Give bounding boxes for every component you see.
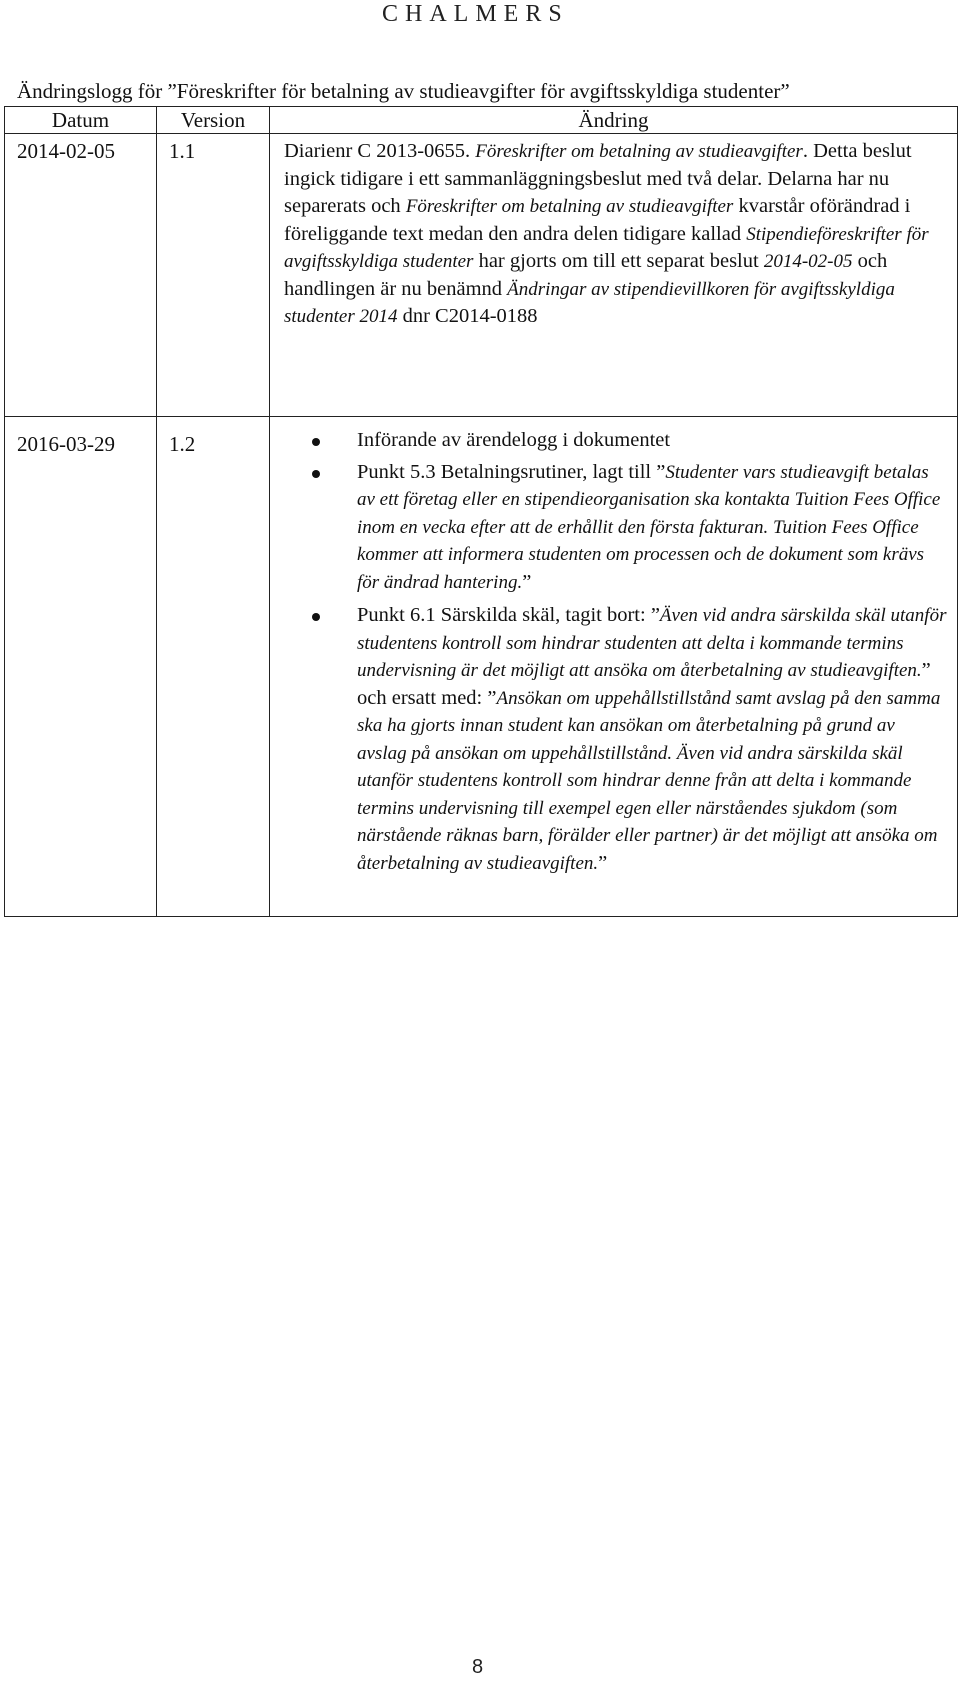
bullet-text: Punkt 6.1 Särskilda skäl, tagit bort: ” <box>357 604 660 626</box>
row-date: 2014-02-05 <box>5 134 157 417</box>
change-text-part: . Detta beslut ingick tidigare i ett sammanläggningsbeslut med två delar. Delarna har nu separerats och <box>284 140 912 217</box>
bullet-italic-text: Ansökan om uppehållstillstånd samt avslag på den samma ska ha gjorts innan student kan ansökan om återbetalning på grund av avslag på ansökan om uppehållstillstånd. Även vid andra särskilda skäl utanför studentens kontroll som hindrar denne från att delta i kommande termins undervisning till exempel egen eller närståendes sjukdom (som närstående räknas barn, förälder eller partner) är det möjligt att ansöka om återbetalning av studieavgiften. <box>357 687 941 874</box>
change-description <box>270 134 957 331</box>
change-italic-part: Föreskrifter om betalning av studieavgifter <box>405 196 734 217</box>
row-version: 1.1 <box>157 134 270 417</box>
column-header-version: Version <box>157 107 270 134</box>
change-italic-part: 2014-02-05 <box>763 251 853 272</box>
change-italic-part: Ändringar av stipendievillkoren för avgiftsskyldiga studenter 2014 <box>284 278 895 327</box>
change-italic-part: Föreskrifter om betalning av studieavgifter <box>475 141 803 162</box>
bullet-text: Punkt 5.3 Betalningsrutiner, lagt till ” <box>357 460 666 483</box>
change-text-part: kvarstår oförändrad i föreliggande text medan den andra delen tidigare kallad <box>284 195 911 245</box>
document-title: Ändringslogg för ”Föreskrifter för betalning av studieavgifter för avgiftsskyldiga studenter” <box>17 79 790 103</box>
change-text-part: och handlingen är nu benämnd <box>284 250 888 300</box>
list-item <box>270 459 949 597</box>
bullet-italic-text: Även vid andra särskilda skäl utanför studentens kontroll som hindrar studenten att delta i kommande termins undervisning är det möjligt att ansöka om återbetalning av studieavgiften. <box>357 605 947 681</box>
row-date: 2016-03-29 <box>5 417 157 917</box>
list-item <box>270 602 949 877</box>
chalmers-logo: CHALMERS <box>382 1 569 27</box>
column-header-date: Datum <box>5 107 157 134</box>
table-row <box>5 134 958 417</box>
table-row <box>5 417 958 917</box>
change-text-part: har gjorts om till ett separat beslut <box>473 250 764 272</box>
change-bullet-list <box>270 417 957 877</box>
list-item <box>270 427 949 455</box>
change-log-table <box>4 106 958 917</box>
bullet-dot-icon <box>312 613 320 621</box>
row-version: 1.2 <box>157 417 270 917</box>
bullet-dot-icon <box>312 470 320 478</box>
column-header-change: Ändring <box>270 107 958 134</box>
bullet-text: ” <box>598 851 608 874</box>
bullet-text: Införande av ärendelogg i dokumentet <box>357 429 671 451</box>
bullet-text: ” och ersatt med: ” <box>357 659 931 709</box>
bullet-italic-text: Studenter vars studieavgift betalas av ett företag eller en stipendieorganisation ska kontakta Tuition Fees Office inom en vecka efter att de erhållit den första fakturan. Tuition Fees Office kommer att informera studenten om processen och de dokument som krävs för ändrad hantering. <box>357 461 941 593</box>
bullet-dot-icon <box>312 438 320 446</box>
change-text-part: dnr C2014-0188 <box>397 305 538 327</box>
table-header-row <box>5 107 958 134</box>
change-text-part: Diarienr C 2013-0655. <box>284 140 476 162</box>
page-number: 8 <box>472 1656 484 1678</box>
change-italic-part: Stipendieföreskrifter för avgiftsskyldiga studenter <box>284 223 929 272</box>
bullet-text: ” <box>522 570 532 593</box>
row-change <box>270 134 958 417</box>
row-change <box>270 417 958 917</box>
